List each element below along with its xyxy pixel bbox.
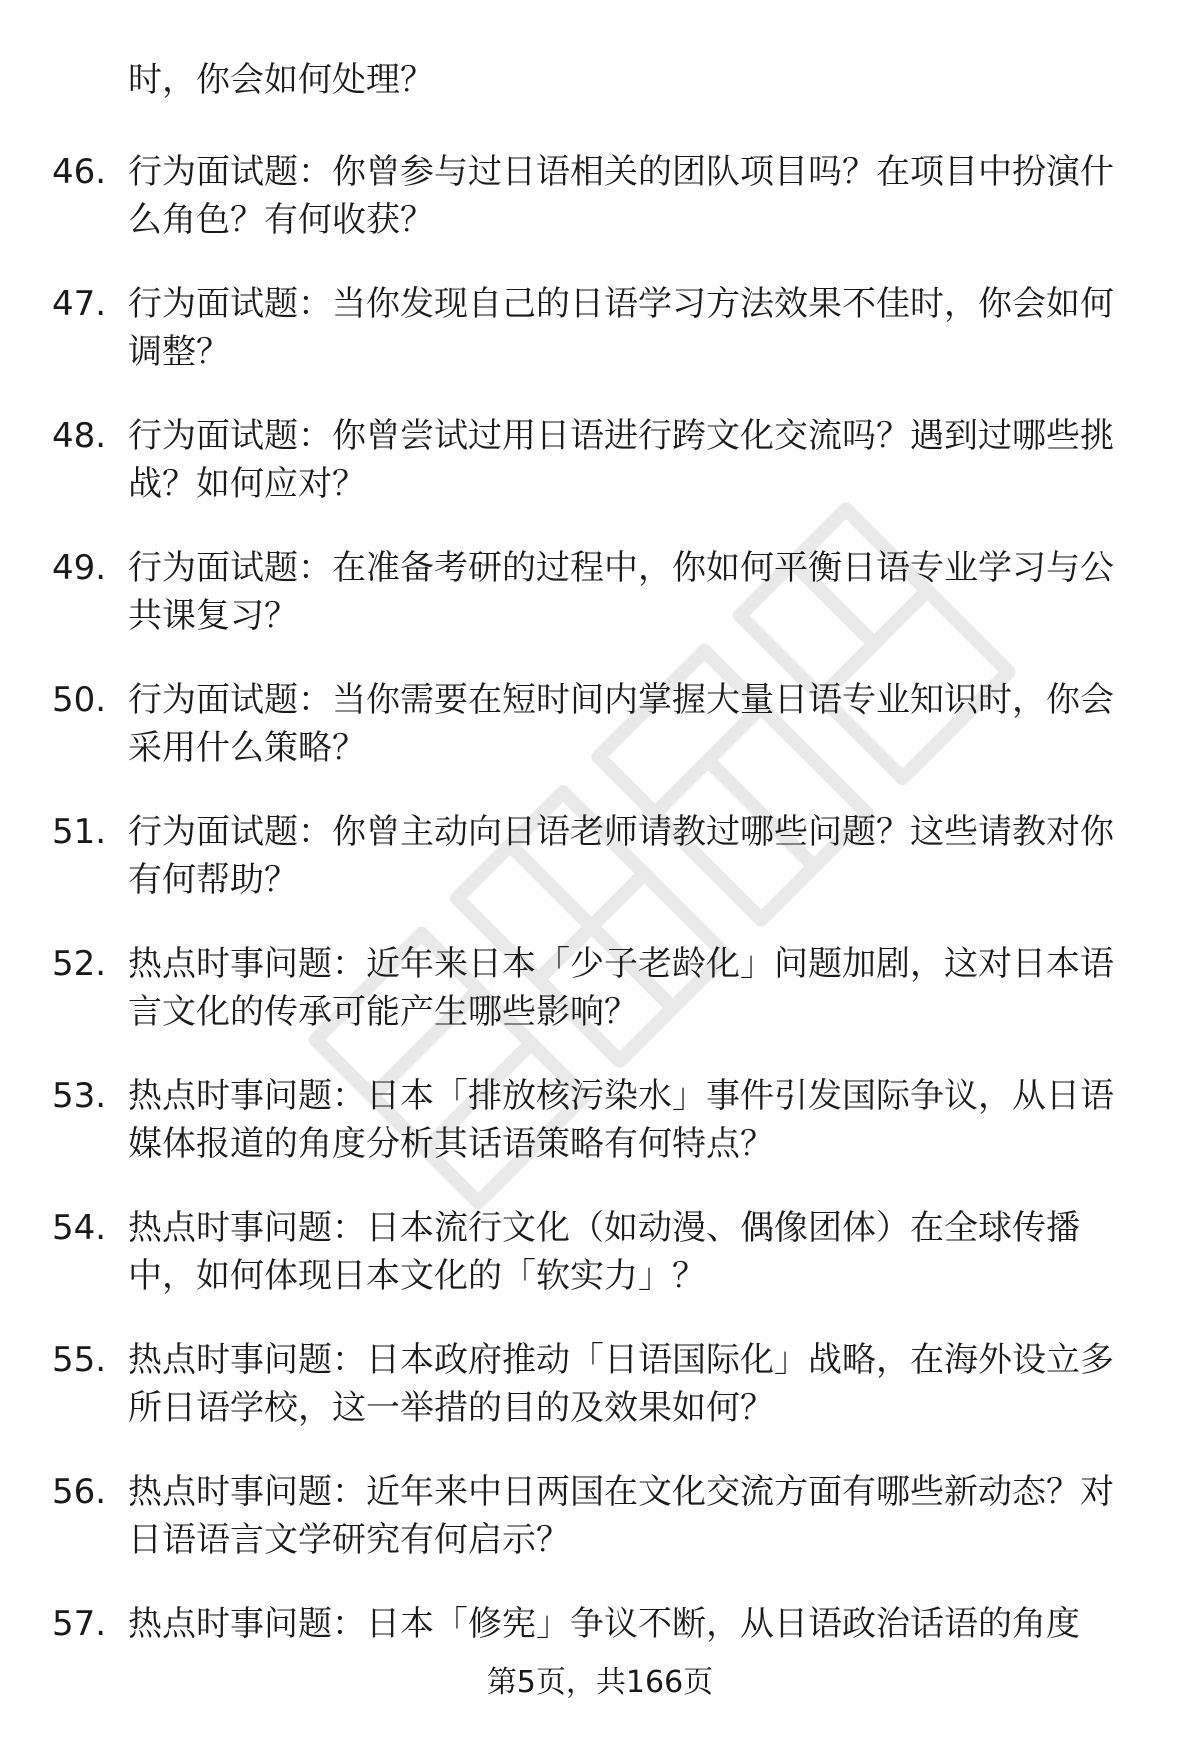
list-item — [0, 1204, 1200, 1300]
question-text: 热点时事问题：日本政府推动「日语国际化」战略，在海外设立多所日语学校，这一举措的目的及效果如何？ — [128, 1340, 1114, 1428]
question-text: 热点时事问题：日本「修宪」争议不断，从日语政治话语的角度 — [128, 1604, 1080, 1644]
list-item — [0, 412, 1200, 508]
question-number: 48. — [52, 416, 107, 456]
list-item — [0, 1336, 1200, 1432]
question-number: 55. — [52, 1340, 107, 1380]
question-number: 53. — [52, 1076, 107, 1116]
question-number: 51. — [52, 812, 107, 852]
list-item — [0, 676, 1200, 772]
question-number: 49. — [52, 548, 107, 588]
question-number: 50. — [52, 680, 107, 720]
list-item — [0, 148, 1200, 244]
question-text: 行为面试题：当你需要在短时间内掌握大量日语专业知识时，你会采用什么策略？ — [128, 680, 1114, 768]
list-item — [0, 940, 1200, 1036]
question-text: 行为面试题：在准备考研的过程中，你如何平衡日语专业学习与公共课复习？ — [128, 548, 1114, 636]
page-footer: 第5页，共166页 — [486, 1665, 714, 1700]
question-text: 热点时事问题：日本「排放核污染水」事件引发国际争议，从日语媒体报道的角度分析其话语策略有何特点？ — [128, 1076, 1114, 1164]
question-number: 54. — [52, 1208, 107, 1248]
list-item — [0, 808, 1200, 904]
continuation-text: 时，你会如何处理？ — [128, 60, 434, 100]
question-text: 行为面试题：当你发现自己的日语学习方法效果不佳时，你会如何调整？ — [128, 284, 1114, 372]
question-number: 47. — [52, 284, 107, 324]
question-number: 57. — [52, 1604, 107, 1644]
list-item — [0, 1072, 1200, 1168]
question-text: 行为面试题：你曾主动向日语老师请教过哪些问题？这些请教对你有何帮助？ — [128, 812, 1114, 900]
question-number: 52. — [52, 944, 107, 984]
question-list — [0, 148, 1200, 1648]
question-text: 行为面试题：你曾尝试过用日语进行跨文化交流吗？遇到过哪些挑战？如何应对？ — [128, 416, 1114, 504]
page-content — [0, 56, 1200, 1684]
question-text: 热点时事问题：日本流行文化（如动漫、偶像团体）在全球传播中，如何体现日本文化的「软实力」？ — [128, 1208, 1080, 1296]
question-text: 热点时事问题：近年来日本「少子老龄化」问题加剧，这对日本语言文化的传承可能产生哪些影响？ — [128, 944, 1114, 1032]
list-item — [0, 544, 1200, 640]
list-item — [0, 1468, 1200, 1564]
question-number: 56. — [52, 1472, 107, 1512]
question-number: 46. — [52, 152, 107, 192]
question-text: 行为面试题：你曾参与过日语相关的团队项目吗？在项目中扮演什么角色？有何收获？ — [128, 152, 1114, 240]
list-item — [0, 280, 1200, 376]
list-item — [0, 1600, 1200, 1648]
question-text: 热点时事问题：近年来中日两国在文化交流方面有哪些新动态？对日语语言文学研究有何启示？ — [128, 1472, 1114, 1560]
